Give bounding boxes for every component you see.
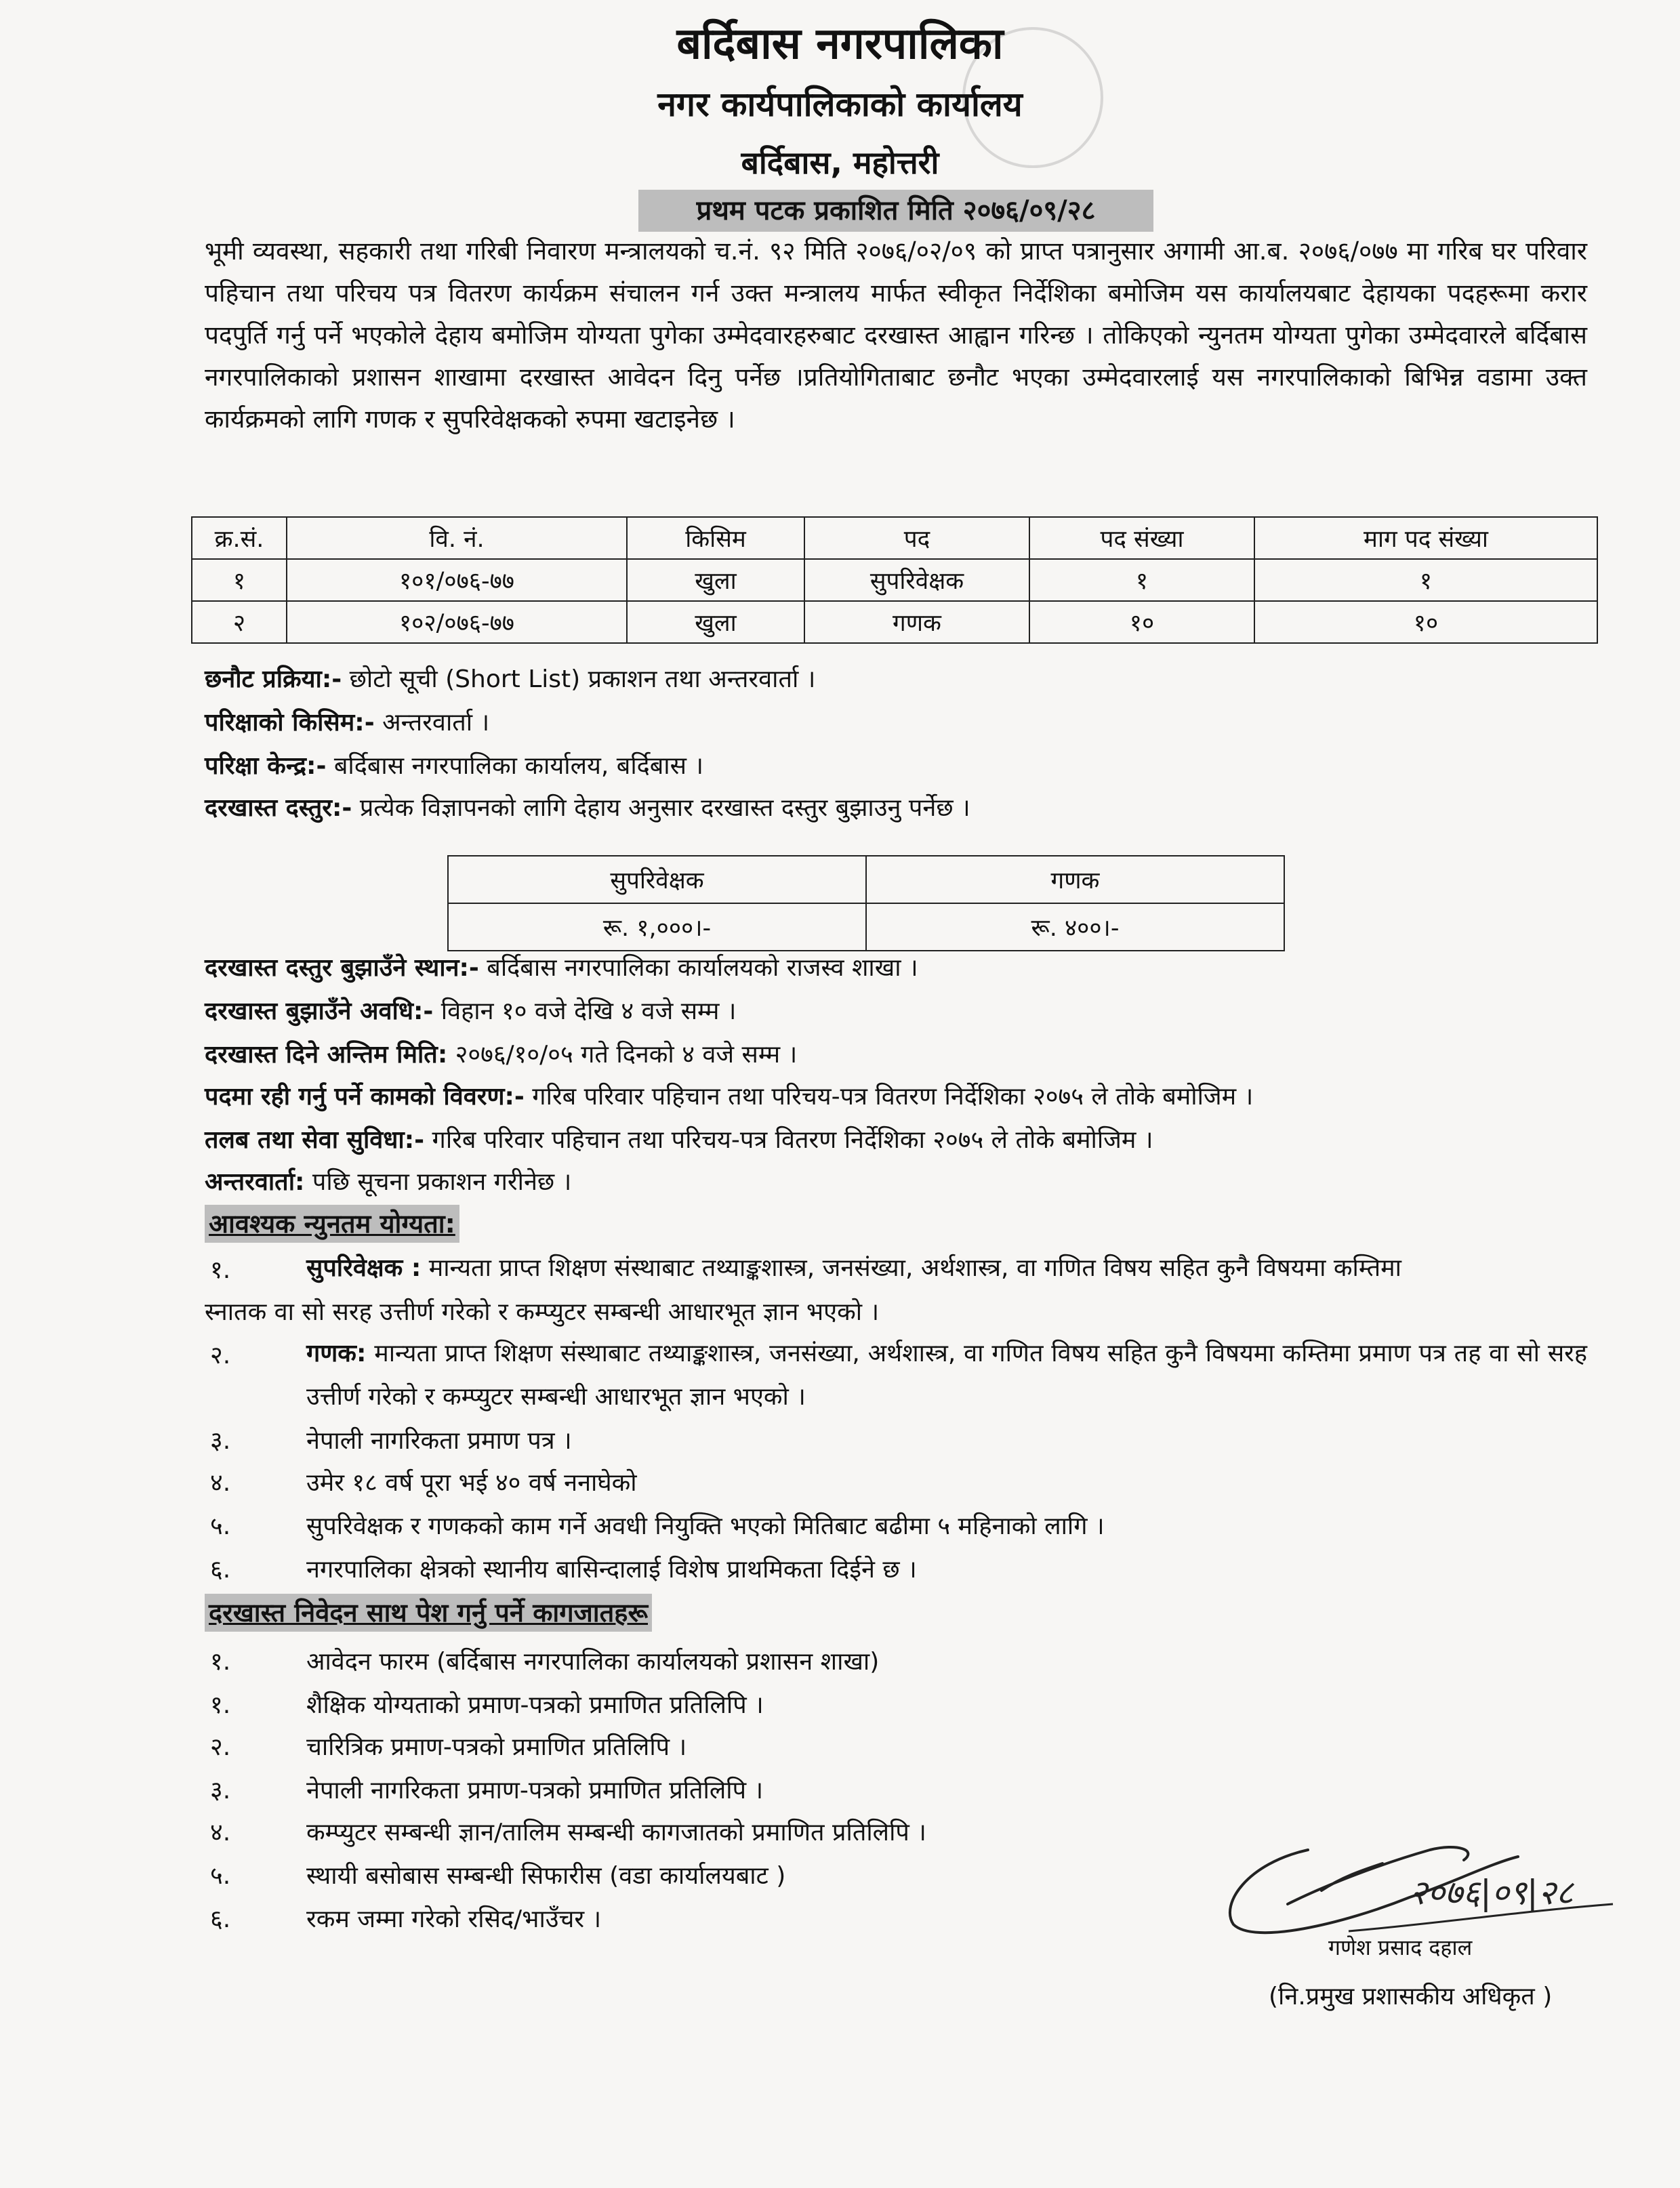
col-header: पद [804,517,1029,559]
exam-center-value: बर्दिबास नगरपालिका कार्यालय, बर्दिबास । [333,752,704,780]
fee-table [447,855,1285,951]
item-text: मान्यता प्राप्त शिक्षण संस्थाबाट तथ्याङ्कशास्त्र, जनसंख्या, अर्थशास्त्र, वा गणित विषय सहित कुनै विषयमा कम्तिमा प्रमाण पत्र तह वा सो सरह उत्तीर्ण गरेको र कम्प्युटर सम्बन्धी आधारभूत ज्ञान भएको । [306,1340,1587,1411]
interview-label: अन्तरवार्ता: [205,1168,305,1196]
col-header: किसिम [627,517,804,559]
table-cell: १ [1029,559,1254,601]
item-number: ४. [210,1469,231,1497]
application-fee [205,790,970,823]
intro-paragraph: भूमी व्यवस्था, सहकारी तथा गरिबी निवारण मन्त्रालयको च.नं. ९२ मिति २०७६/०२/०९ को प्राप्त पत्रानुसार अगामी आ.ब. २०७६/०७७ मा गरिब घर परिवार पहिचान तथा परिचय पत्र वितरण कार्यक्रम संचालन गर्न उक्त मन्त्रालय मार्फत स्वीकृत निर्देशिका बमोजिम यस कार्यालयबाट देहायका पदहरूमा करार पदपुर्ति गर्नु पर्ने भएकोले देहाय बमोजिम योग्यता पुगेका उम्मेदवारहरुबाट दरखास्त आह्वान गरिन्छ । तोकिएको न्युनतम योग्यता पुगेका उम्मेदवारले बर्दिबास नगरपालिकाको प्रशासन शाखामा दरखास्त आवेदन दिनु पर्नेछ ।प्रतियोगिताबाट छनौट भएका उम्मेदवारलाई यस नगरपालिकाको बिभिन्न वडामा उक्त कार्यक्रमको लागि गणक र सुपरिवेक्षकको रुपमा खटाइनेछ । [205,236,1587,434]
item-number: ४. [210,1819,231,1846]
col-header: गणक [866,856,1284,903]
col-header: वि. नं. [287,517,627,559]
submit-time [205,993,736,1027]
fee-label: दरखास्त दस्तुर:- [205,794,352,822]
list-item: आवेदन फारम (बर्दिबास नगरपालिका कार्यालयको प्रशासन शाखा) [306,1648,880,1676]
fee-place [205,950,918,983]
col-header: माग पद संख्या [1254,517,1597,559]
table-header-row [192,517,1597,559]
list-item: शैक्षिक योग्यताको प्रमाण-पत्रको प्रमाणित प्रतिलिपि । [306,1691,764,1719]
salary-label: तलब तथा सेवा सुविधा:- [205,1126,425,1154]
duties-value: गरिब परिवार पहिचान तथा परिचय-पत्र वितरण निर्देशिका २०७५ ले तोके बमोजिम । [532,1083,1254,1111]
table-cell: गणक [804,601,1029,643]
deadline [205,1037,797,1070]
submit-time-label: दरखास्त बुझाउँने अवधि:- [205,997,434,1025]
salary [205,1122,1153,1155]
table-header-row [448,856,1284,903]
selection-value: छोटो सूची (Short List) प्रकाशन तथा अन्तरवार्ता । [349,665,816,693]
list-item: नेपाली नागरिकता प्रमाण-पत्रको प्रमाणित प्रतिलिपि । [306,1777,764,1804]
item-number: ५. [210,1512,231,1540]
table-cell: सुपरिवेक्षक [804,559,1029,601]
table-cell: १०१/०७६-७७ [287,559,627,601]
item-number: ५. [210,1862,231,1890]
selection-process [205,661,815,695]
table-cell: खुला [627,559,804,601]
signatory-name: गणेश प्रसाद दहाल [1328,1935,1473,1960]
selection-label: छनौट प्रक्रिया:- [205,665,342,693]
salary-value: गरिब परिवार पहिचान तथा परिचय-पत्र वितरण निर्देशिका २०७५ ले तोके बमोजिम । [432,1126,1153,1154]
org-name: बर्दिबास नगरपालिका [676,19,1004,69]
item-number: ३. [210,1427,231,1455]
item-number: १. [210,1648,231,1676]
item-number: १. [210,1691,231,1719]
list-item: उमेर १८ वर्ष पूरा भई ४० वर्ष ननाघेको [306,1469,637,1497]
list-item [306,1332,1587,1419]
item-number: ६. [210,1905,231,1933]
table-cell: १ [192,559,287,601]
qualifications-title: आवश्यक न्युनतम योग्यता: [205,1205,459,1243]
col-header: पद संख्या [1029,517,1254,559]
list-item [306,1247,1587,1290]
list-item: स्थायी बसोबास सम्बन्धी सिफारीस (वडा कार्यालयबाट ) [306,1862,786,1890]
duties-label: पदमा रही गर्नु पर्ने कामको विवरण:- [205,1083,525,1111]
list-item: चारित्रिक प्रमाण-पत्रको प्रमाणित प्रतिलिपि । [306,1733,687,1761]
item-number: २. [210,1733,231,1761]
table-cell: रू. ४००।- [866,903,1284,951]
office-name: नगर कार्यपालिकाको कार्यालय [657,85,1023,124]
list-item: कम्प्युटर सम्बन्धी ज्ञान/तालिम सम्बन्धी कागजातको प्रमाणित प्रतिलिपि । [306,1819,926,1846]
list-item: नगरपालिका क्षेत्रको स्थानीय बासिन्दालाई विशेष प्राथमिकता दिईने छ । [306,1556,917,1584]
exam-type-value: अन्तरवार्ता । [382,709,490,737]
table-row [192,559,1597,601]
submit-time-value: विहान १० वजे देखि ४ वजे सम्म । [441,997,737,1025]
deadline-label: दरखास्त दिने अन्तिम मिति: [205,1041,448,1069]
col-header: सुपरिवेक्षक [448,856,866,903]
table-cell: रू. १,०००।- [448,903,866,951]
table-cell: १ [1254,559,1597,601]
table-row [448,903,1284,951]
exam-center [205,748,703,781]
posts-table [191,516,1598,644]
interview-value: पछि सूचना प्रकाशन गरीनेछ । [312,1168,572,1196]
fee-place-label: दरखास्त दस्तुर बुझाउँने स्थान:- [205,954,479,982]
item-number: २. [210,1342,231,1369]
item-continuation: स्नातक वा सो सरह उत्तीर्ण गरेको र कम्प्युटर सम्बन्धी आधारभूत ज्ञान भएको । [205,1298,880,1326]
signatory-role: (नि.प्रमुख प्रशासकीय अधिकृत ) [1269,1983,1553,2010]
item-label: गणक: [306,1340,367,1367]
duties [205,1079,1253,1112]
table-row [192,601,1597,643]
list-item: नेपाली नागरिकता प्रमाण पत्र । [306,1427,572,1455]
documents-title: दरखास्त निवेदन साथ पेश गर्नु पर्ने कागजातहरू [205,1594,652,1632]
table-cell: १० [1029,601,1254,643]
item-text: मान्यता प्राप्त शिक्षण संस्थाबाट तथ्याङ्कशास्त्र, जनसंख्या, अर्थशास्त्र, वा गणित विषय सहित कुनै विषयमा कम्तिमा [428,1254,1401,1282]
fee-place-value: बर्दिबास नगरपालिका कार्यालयको राजस्व शाखा । [487,954,918,982]
exam-center-label: परिक्षा केन्द्र:- [205,752,327,780]
item-number: १. [210,1256,231,1284]
exam-type-label: परिक्षाको किसिम:- [205,709,375,737]
office-location: बर्दिबास, महोत्तरी [741,144,939,181]
table-cell: १० [1254,601,1597,643]
table-cell: २ [192,601,287,643]
item-label: सुपरिवेक्षक : [306,1254,422,1282]
interview [205,1164,571,1197]
exam-type [205,705,489,738]
deadline-value: २०७६/१०/०५ गते दिनको ४ वजे सम्म । [455,1041,798,1069]
published-date: प्रथम पटक प्रकाशित मिति २०७६/०९/२८ [638,190,1153,232]
item-number: ६. [210,1556,231,1584]
col-header: क्र.सं. [192,517,287,559]
list-item: रकम जम्मा गरेको रसिद/भाउँचर । [306,1905,602,1933]
signature-date: २०७६|०९|२८ [1410,1873,1574,1912]
list-item: सुपरिवेक्षक र गणकको काम गर्ने अवधी नियुक्ति भएको मितिबाट बढीमा ५ महिनाको लागि । [306,1512,1105,1540]
table-cell: खुला [627,601,804,643]
table-cell: १०२/०७६-७७ [287,601,627,643]
fee-value: प्रत्येक विज्ञापनको लागि देहाय अनुसार दरखास्त दस्तुर बुझाउनु पर्नेछ । [359,794,970,822]
item-number: ३. [210,1777,231,1804]
